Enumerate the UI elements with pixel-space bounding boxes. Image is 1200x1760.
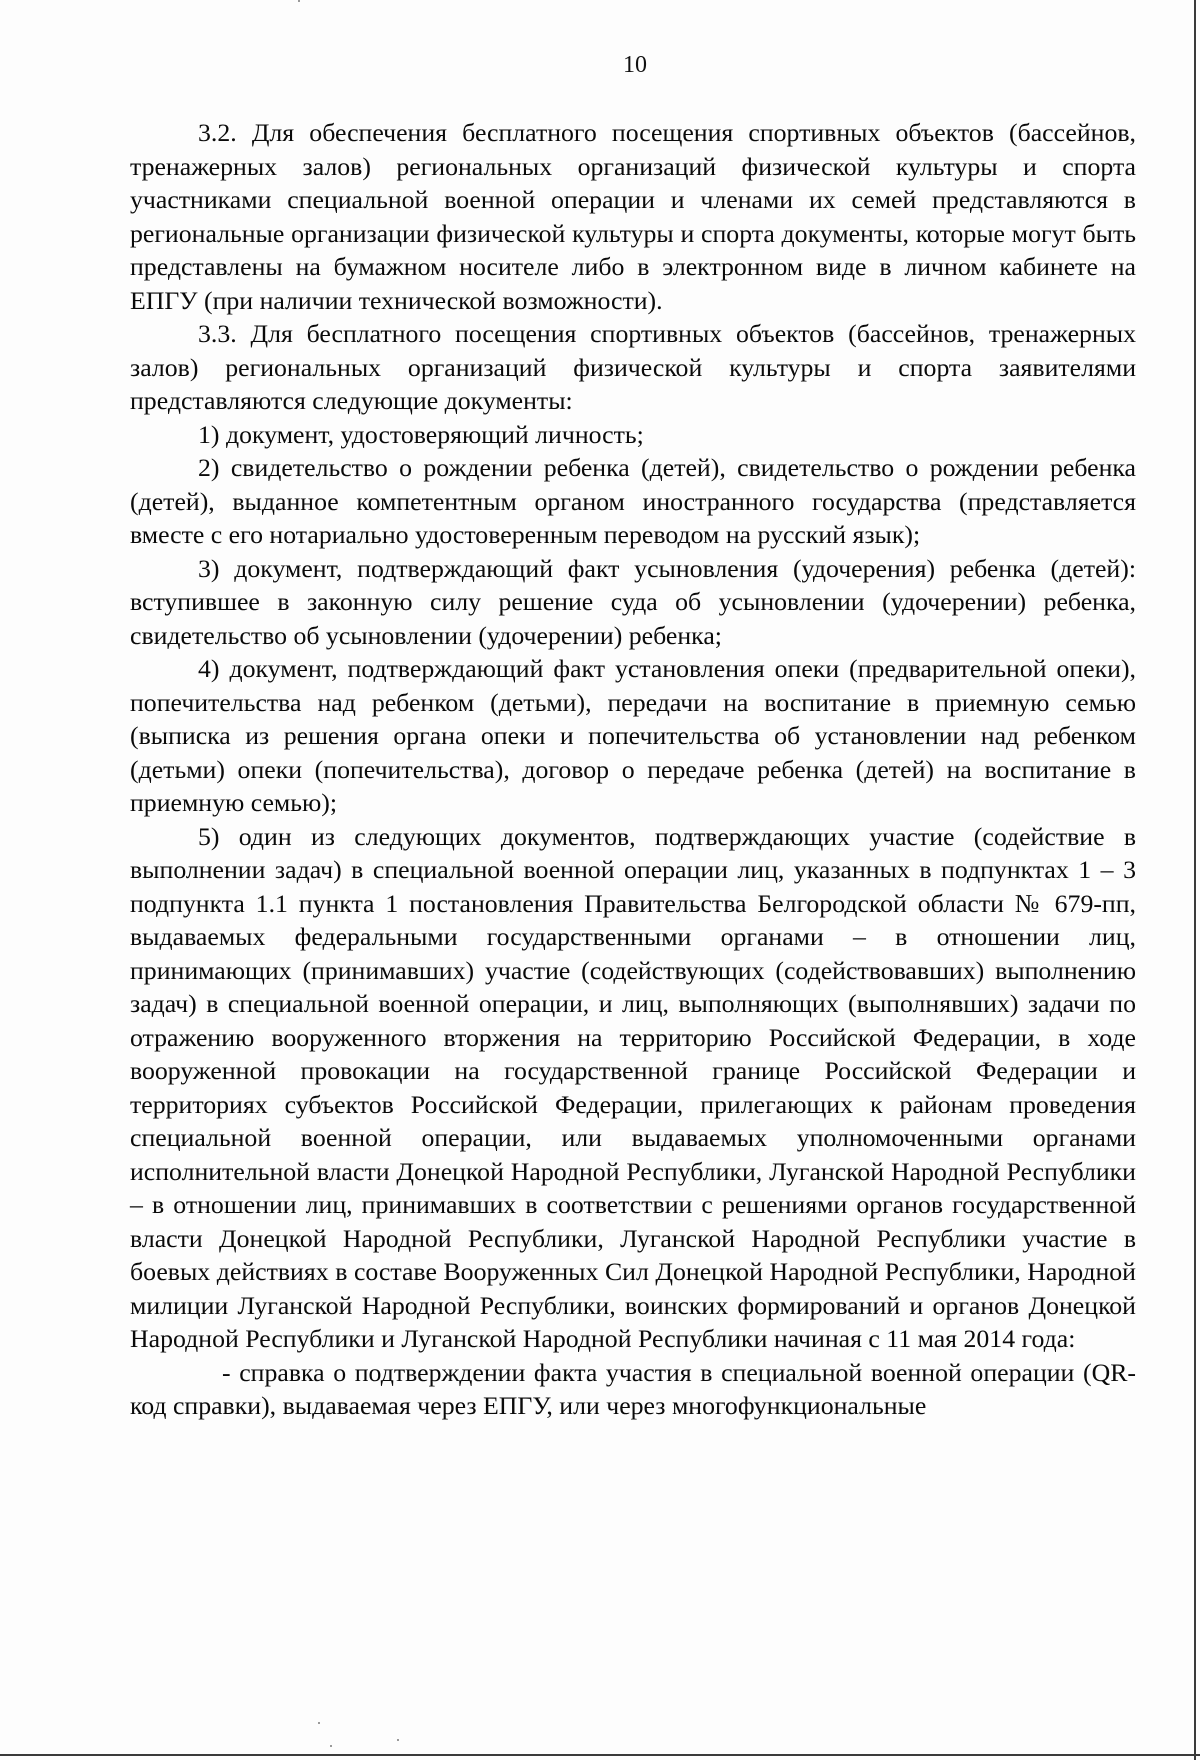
paragraph-3-3: 3.3. Для бесплатного посещения спортивных объектов (бассейнов, тренажерных залов) региональных организаций физической культуры и спорта заявителями представляются следующие документы: bbox=[130, 319, 1136, 415]
list-item-3: 3) документ, подтверждающий факт усыновления (удочерения) ребенка (детей): вступившее в законную силу решение суда об усыновлении (удочерении) ребенка, свидетельство об усыновлении (удочерении) ребенка; bbox=[130, 553, 1136, 650]
scan-edge-bottom bbox=[0, 1754, 1200, 1756]
sub-item-certificate: - справка о подтверждении факта участия в специальной военной операции (QR-код справки), выдаваемая через ЕПГУ, или через многофункциональные bbox=[130, 1357, 1136, 1420]
paragraph-3-2: 3.2. Для обеспечения бесплатного посещения спортивных объектов (бассейнов, тренажерных залов) региональных организаций физической культуры и спорта участниками специальной военной операции и членами их семей представляются в региональные организации физической культуры и спорта документы, которые могут быть представлены на бумажном носителе либо в электронном виде в личном кабинете на ЕПГУ (при наличии технической возможности). bbox=[130, 118, 1136, 315]
list-item-2: 2) свидетельство о рождении ребенка (детей), свидетельство о рождении ребенка (детей), выданное компетентным органом иностранного государства (представляется вместе с его нотариально удостоверенным переводом на русский язык); bbox=[130, 453, 1136, 549]
list-item-5: 5) один из следующих документов, подтверждающих участие (содействие в выполнении задач) в специальной военной операции лиц, указанных в подпунктах 1 – 3 подпункта 1.1 пункта 1 постановления Правительства Белгородской области № 679-пп, выдаваемых федеральными государственными органами – в отношении лиц, принимающих (принимавших) участие (содействующих (содействовавших) выполнению задач) в специальной военной операции, и лиц, выполняющих (выполнявших) задачи по отражению вооруженного вторжения на территорию Российской Федерации, в ходе вооруженной провокации на государственной границе Российской Федерации и территориях субъектов Российской Федерации, прилегающих к районам проведения специальной военной операции, или выдаваемых уполномоченными органами исполнительной власти Донецкой Народной Республики, Луганской Народной Республики – в отношении лиц, принимавших в соответствии с решениями органов государственной власти Донецкой Народной Республики, Луганской Народной Республики участие в боевых действиях в составе Вооруженных Сил Донецкой Народной Республики, Народной милиции Луганской Народной Республики, воинских формирований и органов Донецкой Народной Республики и Луганской Народной Республики начиная с 11 мая 2014 года: bbox=[130, 821, 1136, 1353]
list-item-4: 4) документ, подтверждающий факт установления опеки (предварительной опеки), попечительства над ребенком (детьми), передачи на воспитание в приемную семью (выписка из решения органа опеки и попечительства об установлении над ребенком (детьми) опеки (попечительства), договор о передаче ребенка (детей) на воспитание в приемную семью); bbox=[130, 654, 1136, 817]
page-number: 10 bbox=[623, 52, 647, 78]
document-body bbox=[130, 116, 1136, 1423]
scan-edge-right bbox=[1194, 0, 1196, 1760]
list-item-1: 1) документ, удостоверяющий личность; bbox=[198, 419, 644, 449]
